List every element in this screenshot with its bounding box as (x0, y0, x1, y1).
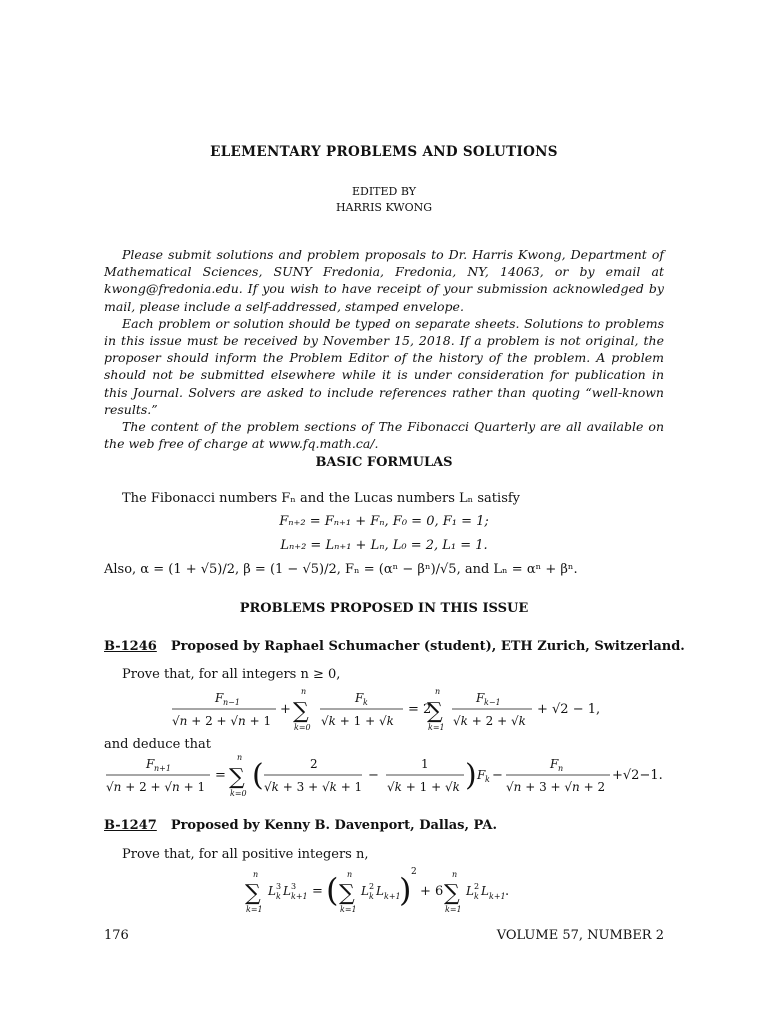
svg-text:k=1: k=1 (445, 905, 462, 914)
svg-text:−: − (368, 768, 379, 783)
svg-text:(: ( (252, 758, 264, 793)
problem-b1247-identity (240, 864, 540, 916)
problem-b1247-id: B-1247 (104, 818, 157, 833)
svg-text:k: k (369, 892, 374, 901)
svg-text:L: L (376, 884, 384, 898)
svg-text:3: 3 (291, 882, 297, 891)
svg-text:2: 2 (411, 867, 417, 877)
edited-by-label: EDITED BY (351, 185, 417, 198)
svg-text:√k + 1 + √k: √k + 1 + √k (387, 780, 460, 794)
svg-text:√k + 3 + √k + 1: √k + 3 + √k + 1 (264, 780, 363, 794)
instructions-paragraph-1: Please submit solutions and problem proposals to Dr. Harris Kwong, Department of Mathematical Sciences, SUNY Fredonia, Fredonia, NY, 14063, or by email at kwong@fredonia.edu. If you wish to have receipt of your submission acknowledged by mail, please include a self-addressed, stamped envelope. (104, 247, 664, 314)
svg-text:n: n (237, 753, 243, 762)
svg-text:n: n (558, 764, 564, 773)
svg-text:n: n (347, 870, 353, 879)
basic-formulas-heading: BASIC FORMULAS (315, 455, 453, 470)
problem-b1246-deduce: and deduce that (104, 737, 211, 752)
svg-text:=: = (215, 768, 226, 783)
svg-text:k−1: k−1 (484, 698, 501, 707)
svg-text:F: F (477, 768, 486, 782)
svg-text:1: 1 (421, 757, 429, 771)
basic-formulas-intro: The Fibonacci numbers Fₙ and the Lucas numbers Lₙ satisfy (122, 491, 521, 506)
lucas-recurrence: Lₙ₊₂ = Lₙ₊₁ + Lₙ, L₀ = 2, L₁ = 1. (280, 538, 488, 553)
svg-text:√n + 3 + √n + 2: √n + 3 + √n + 2 (506, 780, 606, 794)
fibonacci-recurrence: Fₙ₊₂ = Fₙ₊₁ + Fₙ, F₀ = 0, F₁ = 1; (279, 514, 489, 529)
problem-b1247-header (104, 818, 497, 833)
instructions-paragraph-3: The content of the problem sections of The Fibonacci Quarterly are all available on the web free of charge at www.fq.math.ca/. (104, 419, 664, 452)
binet-formulas: Also, α = (1 + √5)/2, β = (1 − √5)/2, Fₙ = (αⁿ − βⁿ)/√5, and Lₙ = αⁿ + βⁿ. (104, 562, 578, 577)
svg-text:=: = (312, 884, 323, 899)
svg-text:k: k (363, 698, 368, 707)
problem-b1246-proposer: Proposed by Raphael Schumacher (student), ETH Zurich, Switzerland. (170, 639, 685, 654)
svg-text:k+1: k+1 (291, 892, 308, 901)
svg-text:3: 3 (276, 882, 282, 891)
svg-text:F: F (146, 757, 155, 771)
svg-text:): ) (465, 758, 477, 793)
svg-text:F: F (550, 757, 559, 771)
svg-text:∑: ∑ (444, 881, 460, 906)
submission-instructions (104, 246, 664, 452)
svg-text:L: L (268, 884, 276, 898)
svg-text:√n + 2 + √n + 1: √n + 2 + √n + 1 (106, 780, 206, 794)
svg-text:k+1: k+1 (489, 892, 506, 901)
svg-text:√k + 2 + √k: √k + 2 + √k (453, 714, 526, 728)
svg-text:n+1: n+1 (154, 764, 171, 773)
svg-text:k: k (276, 892, 281, 901)
svg-text:√n + 2 + √n + 1: √n + 2 + √n + 1 (172, 714, 272, 728)
svg-text:∑: ∑ (245, 881, 261, 906)
svg-text:+ √2 − 1,: + √2 − 1, (537, 702, 601, 717)
svg-text:n: n (452, 870, 458, 879)
svg-text:n−1: n−1 (223, 698, 240, 707)
svg-text:F: F (215, 691, 224, 705)
svg-text:k: k (474, 892, 479, 901)
svg-text:(: ( (326, 871, 339, 909)
editor-block (0, 184, 768, 216)
svg-text:2: 2 (474, 882, 480, 891)
svg-text:2: 2 (310, 757, 318, 771)
svg-text:n: n (301, 687, 307, 696)
svg-text:−: − (492, 768, 503, 783)
svg-text:∑: ∑ (339, 881, 355, 906)
svg-text:k=1: k=1 (246, 905, 263, 914)
svg-text:.: . (505, 884, 510, 899)
svg-text:∑: ∑ (229, 765, 245, 790)
volume-info: VOLUME 57, NUMBER 2 (496, 928, 664, 943)
problem-b1246-id: B-1246 (104, 639, 157, 654)
svg-text:2: 2 (369, 882, 375, 891)
svg-text:F: F (355, 691, 364, 705)
page-title: ELEMENTARY PROBLEMS AND SOLUTIONS (210, 144, 558, 160)
svg-text:L: L (361, 884, 369, 898)
problem-b1247-statement: Prove that, for all positive integers n, (122, 847, 369, 862)
svg-text:k=0: k=0 (230, 789, 247, 798)
svg-text:+√2−1.: +√2−1. (612, 768, 663, 783)
svg-text:F: F (476, 691, 485, 705)
svg-text:n: n (435, 687, 441, 696)
instructions-paragraph-2: Each problem or solution should be typed on separate sheets. Solutions to problems in this issue must be received by November 15, 2018. If a problem is not original, the proposer should inform the Problem Editor of the history of the problem. A problem should not be submitted elsewhere while it is under consideration for publication in this Journal. Solvers are asked to include references rather than quoting “well-known results.” (104, 315, 664, 417)
svg-text:∑: ∑ (427, 699, 443, 724)
problem-b1246-identity (170, 688, 600, 740)
svg-text:L: L (481, 884, 489, 898)
svg-text:k=1: k=1 (340, 905, 357, 914)
svg-text:k=1: k=1 (428, 723, 445, 732)
problem-b1246-statement: Prove that, for all integers n ≥ 0, (122, 667, 341, 682)
svg-text:k+1: k+1 (384, 892, 401, 901)
svg-text:n: n (253, 870, 259, 879)
problems-heading: PROBLEMS PROPOSED IN THIS ISSUE (239, 601, 529, 616)
svg-text:k: k (485, 775, 490, 784)
problem-b1246-deduction (104, 754, 668, 806)
svg-text:): ) (399, 871, 412, 909)
svg-text:+: + (280, 702, 291, 717)
problem-b1246-header (104, 639, 685, 654)
svg-text:k=0: k=0 (294, 723, 311, 732)
svg-text:L: L (466, 884, 474, 898)
svg-text:∑: ∑ (293, 699, 309, 724)
page-number: 176 (104, 928, 129, 943)
svg-text:+ 6: + 6 (420, 884, 444, 899)
editor-name: HARRIS KWONG (335, 201, 433, 214)
svg-text:L: L (283, 884, 291, 898)
problem-b1247-proposer: Proposed by Kenny B. Davenport, Dallas, PA. (170, 818, 497, 833)
svg-text:= 2: = 2 (408, 702, 432, 717)
svg-text:√k + 1 + √k: √k + 1 + √k (321, 714, 394, 728)
